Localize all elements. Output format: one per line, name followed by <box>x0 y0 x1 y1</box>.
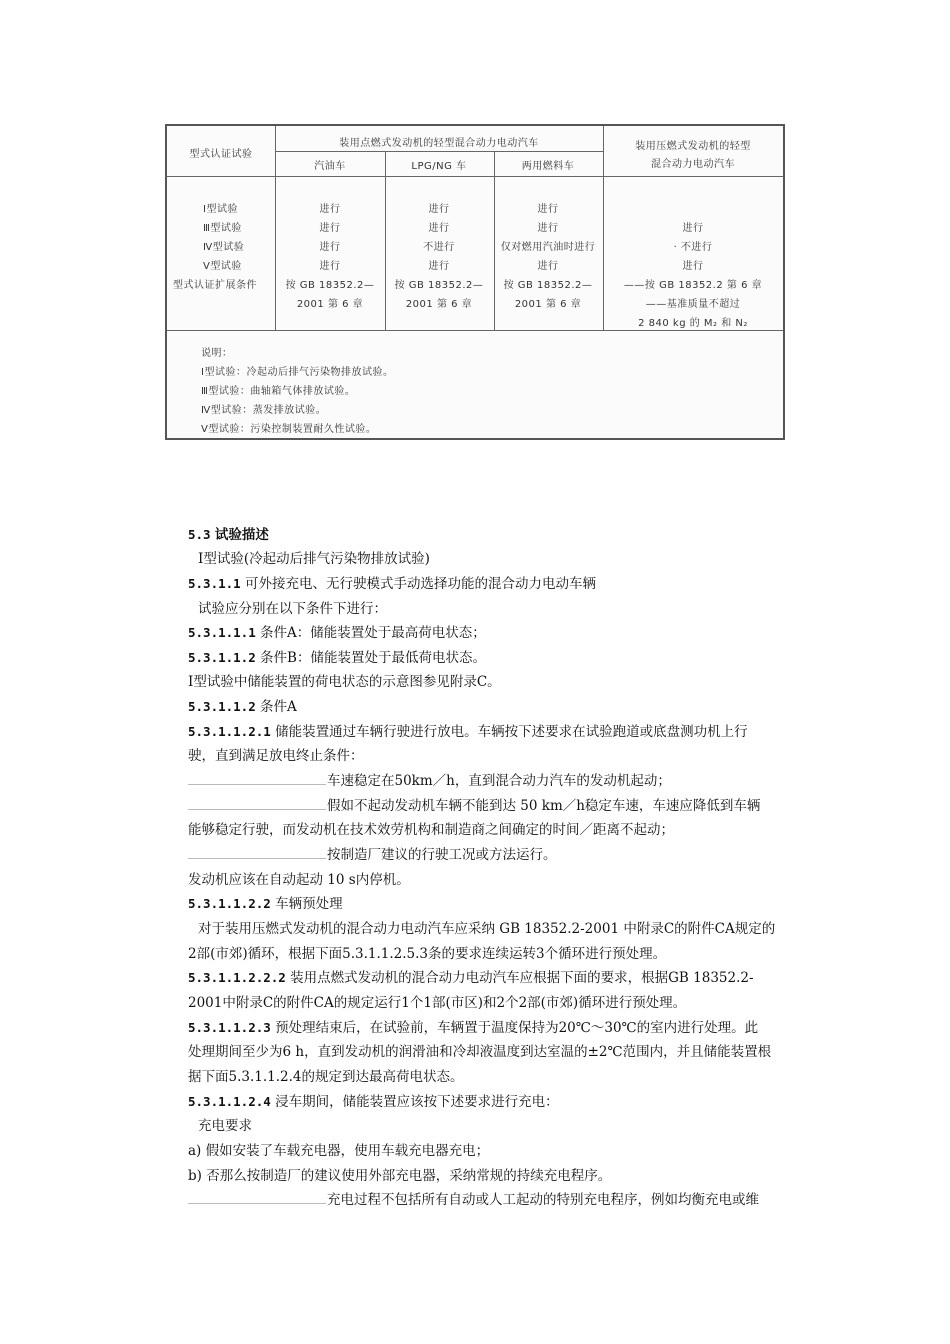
clause-number: 5.3.1.1.2 <box>188 699 256 714</box>
clause <box>188 893 343 915</box>
list-text: 充电过程不包括所有自动或人工起动的特别充电程序，例如均衡充电或维 <box>327 1192 759 1208</box>
clause <box>188 573 596 595</box>
section-number: 5.3 <box>188 527 211 542</box>
paragraph: 发动机应该在自动起动 10 s内停机。 <box>188 872 410 888</box>
clause-text: 条件B：储能装置处于最低荷电状态。 <box>260 650 486 666</box>
table-cell: ——基准质量不超过 <box>645 299 741 310</box>
table-cell: 不进行 <box>423 242 455 253</box>
paragraph: 能够稳定行驶，而发动机在技术效劳机构和制造商之间确定的时间／距离不起动； <box>188 822 674 838</box>
list-text: 假如不起动发动机车辆不能到达 50 km／h稳定车速，车速应降低到车辆 <box>327 798 761 814</box>
table-cell: · 不进行 <box>673 242 713 253</box>
table-cell: 2001 第 6 章 <box>296 299 364 310</box>
clause <box>188 967 754 989</box>
clause-text: 车辆预处理 <box>275 896 343 912</box>
list-item <box>188 795 760 817</box>
table-cell: 进行 <box>682 261 704 272</box>
table-cell: ——按 GB 18352.2 第 6 章 <box>623 280 763 291</box>
clause <box>188 622 486 644</box>
clause-text: 装用点燃式发动机的混合动力电动汽车应根据下面的要求，根据GB 18352.2- <box>290 970 754 986</box>
table-cell: 进行 <box>319 242 341 253</box>
table-cell: 2001 第 6 章 <box>405 299 473 310</box>
blank-line <box>188 770 326 785</box>
regulation-table <box>165 124 785 440</box>
header-compression-ignition-1: 装用压燃式发动机的轻型 <box>635 141 751 152</box>
table-cell: 进行 <box>428 223 450 234</box>
list-item <box>188 844 557 866</box>
list-item: b) 否那么按制造厂的建议使用外部充电器，采纳常规的持续充电程序。 <box>188 1168 612 1184</box>
clause <box>188 1017 758 1039</box>
table-cell: 按 GB 18352.2— <box>394 280 484 291</box>
blank-line <box>188 795 326 810</box>
table-cell: 进行 <box>682 223 704 234</box>
table-cell: 进行 <box>537 261 559 272</box>
clause-number: 5.3.1.1.2.3 <box>188 1020 271 1035</box>
note-item: Ⅰ型试验：冷起动后排气污染物排放试验。 <box>201 367 394 378</box>
clause-number: 5.3.1.1 <box>188 576 241 591</box>
table-cell: 进行 <box>537 204 559 215</box>
table-cell: 进行 <box>319 204 341 215</box>
header-spark-ignition: 装用点燃式发动机的轻型混合动力电动汽车 <box>339 138 539 149</box>
clause-number: 5.3.1.1.1 <box>188 625 256 640</box>
table-cell: 按 GB 18352.2— <box>503 280 593 291</box>
list-item <box>188 770 671 792</box>
header-gasoline: 汽油车 <box>314 161 346 172</box>
clause <box>188 696 297 718</box>
paragraph: Ⅰ型试验中储能装置的荷电状态的示意图参见附录C。 <box>188 674 501 690</box>
table-cell: 进行 <box>428 261 450 272</box>
list-text: 按制造厂建议的行驶工况或方法运行。 <box>327 847 557 863</box>
paragraph: 充电要求 <box>198 1118 252 1134</box>
row-label-extension: 型式认证扩展条件 <box>173 280 257 291</box>
table-cell: 按 GB 18352.2— <box>285 280 375 291</box>
clause <box>188 721 748 743</box>
row-label: Ⅲ型试验 <box>203 223 242 234</box>
header-compression-ignition-2: 混合动力电动汽车 <box>651 159 735 170</box>
note-item: Ⅳ型试验：蒸发排放试验。 <box>201 405 327 416</box>
list-item: a) 假如安装了车载充电器，使用车载充电器充电； <box>188 1143 490 1159</box>
table-cell: 进行 <box>537 223 559 234</box>
paragraph: 处理期间至少为6 h，直到发动机的润滑油和冷却液温度到达室温的±2℃范围内，并且储能装置根 <box>188 1044 772 1060</box>
clause-text: 预处理结束后，在试验前，车辆置于温度保持为20℃～30℃的室内进行处理。此 <box>275 1020 759 1036</box>
table-cell: 进行 <box>319 261 341 272</box>
clause <box>188 1091 559 1113</box>
table-cell: 仅对燃用汽油时进行 <box>500 242 596 253</box>
paragraph: 2001中附录C的附件CA的规定运行1个1部(市区)和2个2部(市郊)循环进行预处理。 <box>188 995 687 1011</box>
list-item <box>188 1189 759 1211</box>
clause-text: 储能装置通过车辆行驶进行放电。车辆按下述要求在试验跑道或底盘测功机上行 <box>275 724 748 740</box>
note-item: Ⅴ型试验：污染控制装置耐久性试验。 <box>201 424 377 435</box>
paragraph: 对于装用压燃式发动机的混合动力电动汽车应采纳 GB 18352.2-2001 中附录C的附件CA规定的 <box>198 921 776 937</box>
clause-number: 5.3.1.1.2.2.2 <box>188 970 286 985</box>
section-title: 试验描述 <box>214 527 269 543</box>
list-text: 车速稳定在50km／h，直到混合动力汽车的发动机起动； <box>327 773 671 789</box>
clause <box>188 647 486 669</box>
paragraph: 2部(市郊)循环，根据下面5.3.1.1.2.5.3条的要求连续运转3个循环进行预处理。 <box>188 946 667 962</box>
paragraph: 试验应分别在以下条件下进行： <box>198 601 387 617</box>
row-label: Ⅰ型试验 <box>203 204 238 215</box>
clause-number: 5.3.1.1.2.4 <box>188 1094 271 1109</box>
table-cell: 进行 <box>428 204 450 215</box>
paragraph: 驶，直到满足放电终止条件： <box>188 748 364 764</box>
clause-text: 浸车期间，储能装置应该按下述要求进行充电： <box>275 1094 559 1110</box>
table-cell: 2001 第 6 章 <box>514 299 582 310</box>
table-cell: 进行 <box>319 223 341 234</box>
blank-line <box>188 1189 326 1204</box>
paragraph: 据下面5.3.1.1.2.4的规定到达最高荷电状态。 <box>188 1069 464 1085</box>
header-bi-fuel: 两用燃料车 <box>521 161 575 172</box>
row-label: Ⅴ型试验 <box>203 261 242 272</box>
clause-number: 5.3.1.1.2 <box>188 650 256 665</box>
row-label: Ⅳ型试验 <box>203 242 245 253</box>
clause-text: 条件A <box>260 699 297 715</box>
paragraph: Ⅰ型试验(冷起动后排气污染物排放试验) <box>198 551 430 567</box>
section-heading <box>188 524 269 546</box>
table-cell: 2 840 kg 的 M₂ 和 N₂ <box>638 318 748 329</box>
blank-line <box>188 844 326 859</box>
header-test-type: 型式认证试验 <box>189 149 253 160</box>
notes-title: 说明： <box>201 348 233 359</box>
clause-number: 5.3.1.1.2.2 <box>188 896 271 911</box>
clause-number: 5.3.1.1.2.1 <box>188 724 271 739</box>
note-item: Ⅲ型试验：曲轴箱气体排放试验。 <box>201 386 356 397</box>
clause-text: 条件A：储能装置处于最高荷电状态； <box>260 625 486 641</box>
clause-text: 可外接充电、无行驶模式手动选择功能的混合动力电动车辆 <box>244 576 596 592</box>
header-lpg-ng: LPG/NG 车 <box>411 161 467 172</box>
